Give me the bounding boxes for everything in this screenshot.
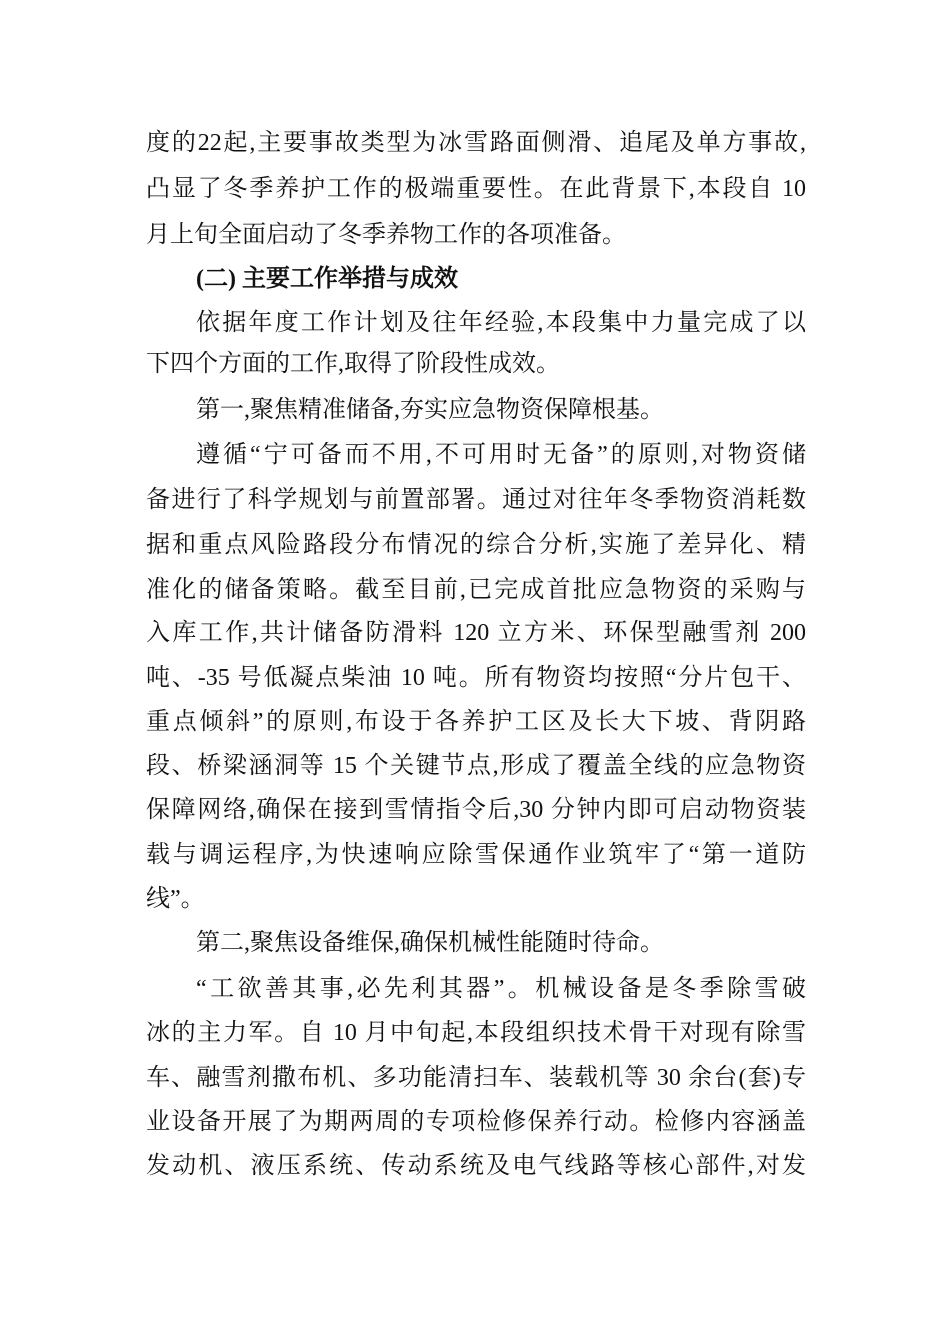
section-heading: (二) 主要工作举措与成效 — [196, 266, 458, 292]
paragraph-line: 重点倾斜”的原则,布设于各养护工区及长大下坡、背阴路 — [146, 709, 806, 735]
paragraph-line: 发动机、液压系统、传动系统及电气线路等核心部件,对发 — [146, 1153, 806, 1179]
paragraph-line: 载与调运程序,为快速响应除雪保通作业筑牢了“第一道防 — [146, 842, 806, 868]
paragraph-line: 线”。 — [146, 886, 205, 912]
paragraph-line: 车、融雪剂撒布机、多功能清扫车、装载机等 30 余台(套)专 — [146, 1065, 806, 1091]
paragraph-line: 据和重点风险路段分布情况的综合分析,实施了差异化、精 — [146, 532, 806, 558]
paragraph-line: 备进行了科学规划与前置部署。通过对往年冬季物资消耗数 — [146, 487, 806, 513]
paragraph-line: 段、桥梁涵洞等 15 个关键节点,形成了覆盖全线的应急物资 — [146, 753, 806, 779]
paragraph-line: 遵循“宁可备而不用,不可用时无备”的原则,对物资储 — [196, 442, 806, 468]
paragraph-line: 吨、-35 号低凝点柴油 10 吨。所有物资均按照“分片包干、 — [146, 665, 806, 691]
paragraph-line: 凸显了冬季养护工作的极端重要性。在此背景下,本段自 10 — [146, 176, 806, 202]
paragraph-line: 准化的储备策略。截至目前,已完成首批应急物资的采购与 — [146, 577, 806, 603]
paragraph-line: 业设备开展了为期两周的专项检修保养行动。检修内容涵盖 — [146, 1109, 806, 1135]
subsection-title: 第一,聚焦精准储备,夯实应急物资保障根基。 — [196, 397, 664, 423]
paragraph-line: 入库工作,共计储备防滑料 120 立方米、环保型融雪剂 200 — [146, 620, 806, 646]
subsection-title: 第二,聚焦设备维保,确保机械性能随时待命。 — [196, 930, 664, 956]
paragraph-line: 冰的主力军。自 10 月中旬起,本段组织技术骨干对现有除雪 — [146, 1020, 806, 1046]
paragraph-line: 依据年度工作计划及往年经验,本段集中力量完成了以 — [196, 310, 806, 336]
paragraph-line: 月上旬全面启动了冬季养物工作的各项准备。 — [146, 222, 626, 248]
paragraph-line: 保障网络,确保在接到雪情指令后,30 分钟内即可启动物资装 — [146, 797, 806, 823]
paragraph-line: 度的22起,主要事故类型为冰雪路面侧滑、追尾及单方事故, — [146, 130, 806, 156]
paragraph-line: 下四个方面的工作,取得了阶段性成效。 — [146, 351, 560, 377]
paragraph-line: “工欲善其事,必先利其器”。机械设备是冬季除雪破 — [196, 976, 806, 1002]
